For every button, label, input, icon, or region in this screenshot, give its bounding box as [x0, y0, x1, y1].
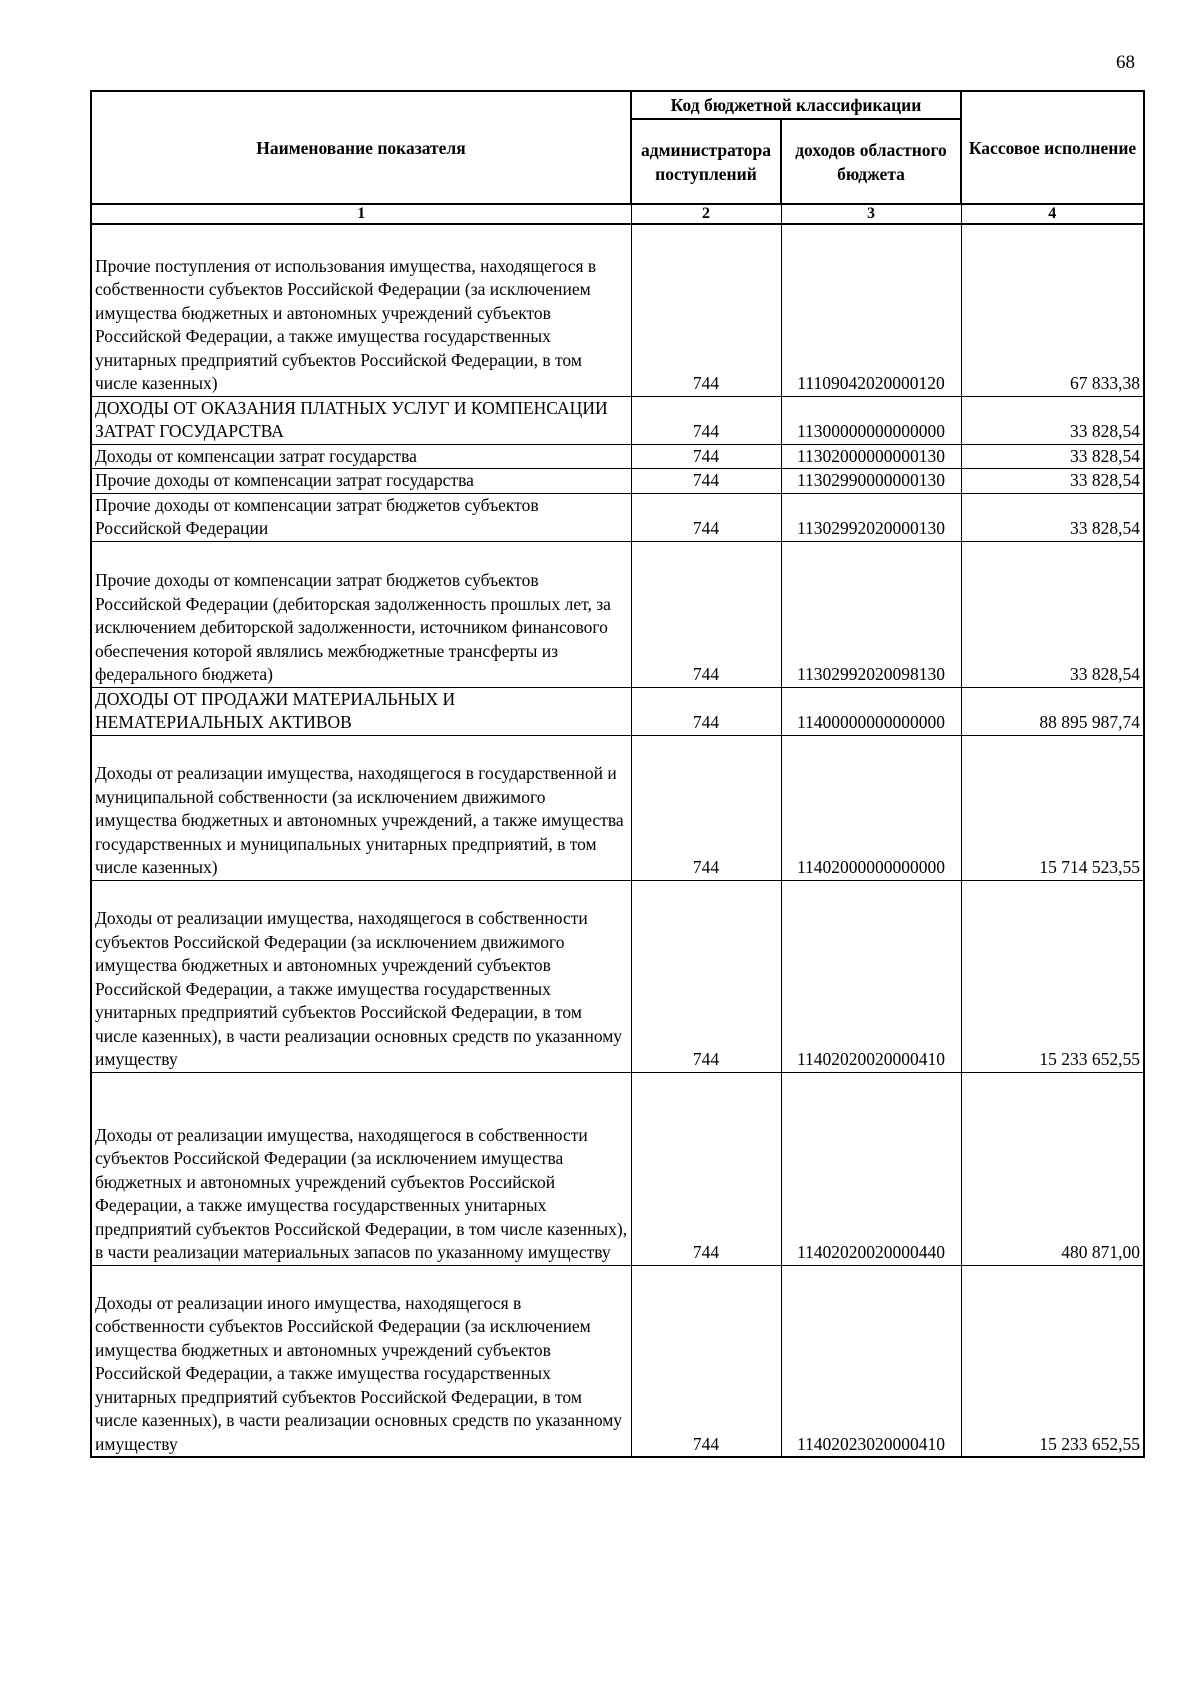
row-admin-code: 744 [631, 493, 781, 541]
row-budget-code: 11402000000000000 [781, 735, 961, 880]
table-row [91, 493, 1144, 541]
row-name: Доходы от реализации имущества, находящегося в собственности субъектов Российской Федерации (за исключением движимого имущества бюджетных и автономных учреждений субъектов Российской Федерации, а также имущества государственных унитарных предприятий субъектов Российской Федерации, в том числе казенных), в части реализации основных средств по указанному имуществу [91, 880, 631, 1072]
table-row [91, 1265, 1144, 1457]
row-sum: 33 828,54 [961, 493, 1144, 541]
column-number: 4 [961, 204, 1144, 224]
row-budget-code: 11302000000000130 [781, 444, 961, 469]
row-budget-code: 11400000000000000 [781, 687, 961, 735]
row-sum: 67 833,38 [961, 224, 1144, 396]
row-budget-code: 11402023020000410 [781, 1265, 961, 1457]
table-row [91, 469, 1144, 494]
page-number: 68 [1116, 52, 1135, 73]
row-budget-code: 11300000000000000 [781, 396, 961, 444]
revenue-table [90, 90, 1145, 1458]
table-row [91, 396, 1144, 444]
row-sum: 88 895 987,74 [961, 687, 1144, 735]
row-sum: 33 828,54 [961, 541, 1144, 687]
row-admin-code: 744 [631, 444, 781, 469]
column-number: 3 [781, 204, 961, 224]
row-name: Прочие доходы от компенсации затрат государства [91, 469, 631, 494]
row-budget-code: 11302992020000130 [781, 493, 961, 541]
row-budget-code: 11402020020000440 [781, 1072, 961, 1265]
header-admin: администратора поступлений [631, 119, 781, 204]
table-row [91, 444, 1144, 469]
row-admin-code: 744 [631, 541, 781, 687]
row-name: Доходы от реализации имущества, находящегося в собственности субъектов Российской Федерации (за исключением имущества бюджетных и автономных учреждений субъектов Российской Федерации, а также имущества государственных унитарных предприятий субъектов Российской Федерации, в том числе казенных), в части реализации материальных запасов по указанному имуществу [91, 1072, 631, 1265]
row-budget-code: 11302992020098130 [781, 541, 961, 687]
row-admin-code: 744 [631, 687, 781, 735]
table-row [91, 541, 1144, 687]
row-admin-code: 744 [631, 469, 781, 494]
table-row [91, 687, 1144, 735]
row-sum: 15 233 652,55 [961, 880, 1144, 1072]
row-admin-code: 744 [631, 396, 781, 444]
row-name: Доходы от реализации иного имущества, находящегося в собственности субъектов Российской Федерации (за исключением имущества бюджетных и автономных учреждений субъектов Российской Федерации, а также имущества государственных унитарных предприятий субъектов Российской Федерации, в том числе казенных), в части реализации основных средств по указанному имуществу [91, 1265, 631, 1457]
row-name: ДОХОДЫ ОТ ПРОДАЖИ МАТЕРИАЛЬНЫХ И НЕМАТЕРИАЛЬНЫХ АКТИВОВ [91, 687, 631, 735]
row-sum: 480 871,00 [961, 1072, 1144, 1265]
row-budget-code: 11109042020000120 [781, 224, 961, 396]
row-name: Прочие поступления от использования имущества, находящегося в собственности субъектов Российской Федерации (за исключением имущества бюджетных и автономных учреждений субъектов Российской Федерации, а также имущества государственных унитарных предприятий субъектов Российской Федерации, в том числе казенных) [91, 224, 631, 396]
row-admin-code: 744 [631, 1265, 781, 1457]
row-sum: 33 828,54 [961, 444, 1144, 469]
row-sum: 33 828,54 [961, 396, 1144, 444]
row-name: ДОХОДЫ ОТ ОКАЗАНИЯ ПЛАТНЫХ УСЛУГ И КОМПЕНСАЦИИ ЗАТРАТ ГОСУДАРСТВА [91, 396, 631, 444]
header-sum: Кассовое исполнение [961, 91, 1144, 204]
row-budget-code: 11302990000000130 [781, 469, 961, 494]
column-number: 2 [631, 204, 781, 224]
header-name: Наименование показателя [91, 91, 631, 204]
row-admin-code: 744 [631, 224, 781, 396]
table-row [91, 735, 1144, 880]
row-admin-code: 744 [631, 1072, 781, 1265]
row-admin-code: 744 [631, 880, 781, 1072]
row-admin-code: 744 [631, 735, 781, 880]
table-row [91, 880, 1144, 1072]
row-name: Прочие доходы от компенсации затрат бюджетов субъектов Российской Федерации [91, 493, 631, 541]
table-row [91, 224, 1144, 396]
row-name: Прочие доходы от компенсации затрат бюджетов субъектов Российской Федерации (дебиторская задолженность прошлых лет, за исключением дебиторской задолженности, источником финансового обеспечения которой являлись межбюджетные трансферты из федерального бюджета) [91, 541, 631, 687]
row-name: Доходы от компенсации затрат государства [91, 444, 631, 469]
row-budget-code: 11402020020000410 [781, 880, 961, 1072]
row-sum: 15 233 652,55 [961, 1265, 1144, 1457]
header-code: доходов областного бюджета [781, 119, 961, 204]
row-sum: 33 828,54 [961, 469, 1144, 494]
header-classification-group: Код бюджетной классификации [631, 91, 961, 119]
table-row [91, 1072, 1144, 1265]
column-number: 1 [91, 204, 631, 224]
row-sum: 15 714 523,55 [961, 735, 1144, 880]
row-name: Доходы от реализации имущества, находящегося в государственной и муниципальной собственности (за исключением движимого имущества бюджетных и автономных учреждений, а также имущества государственных и муниципальных унитарных предприятий, в том числе казенных) [91, 735, 631, 880]
